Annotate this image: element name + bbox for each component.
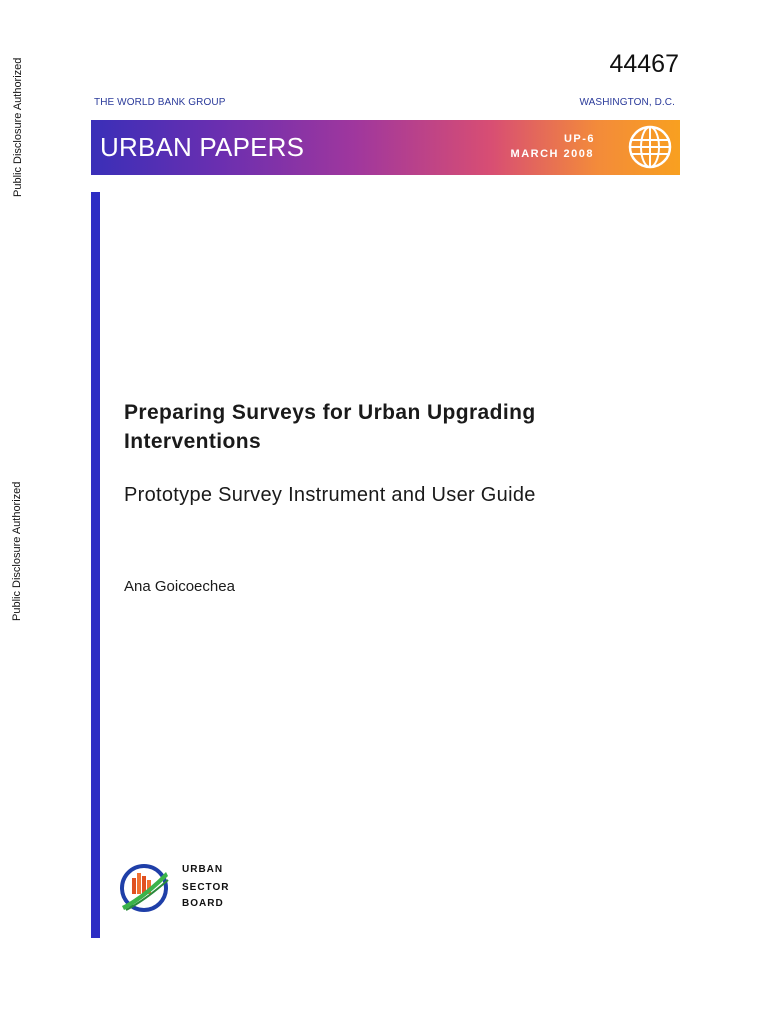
disclosure-label-top: Public Disclosure Authorized [12, 57, 24, 197]
document-subtitle: Prototype Survey Instrument and User Guide [124, 484, 536, 506]
disclosure-label-middle: Public Disclosure Authorized [11, 481, 23, 621]
author-name: Ana Goicoechea [124, 578, 235, 595]
series-date: MARCH 2008 [510, 148, 594, 160]
urban-sector-board-logo [118, 860, 170, 916]
board-line-urban: URBAN [182, 864, 224, 875]
document-title: Preparing Surveys for Urban Upgrading Interventions [124, 401, 536, 453]
world-bank-globe-icon [627, 124, 673, 170]
board-line-sector: SECTOR [182, 882, 230, 893]
series-number: UP-6 [563, 133, 595, 145]
document-number: 44467 [609, 50, 679, 78]
series-title: URBAN PAPERS [100, 132, 305, 162]
board-line-board: BOARD [182, 898, 224, 909]
group-name: THE WORLD BANK GROUP [94, 97, 226, 108]
location-label: WASHINGTON, D.C. [579, 97, 675, 108]
accent-bar [91, 192, 100, 938]
